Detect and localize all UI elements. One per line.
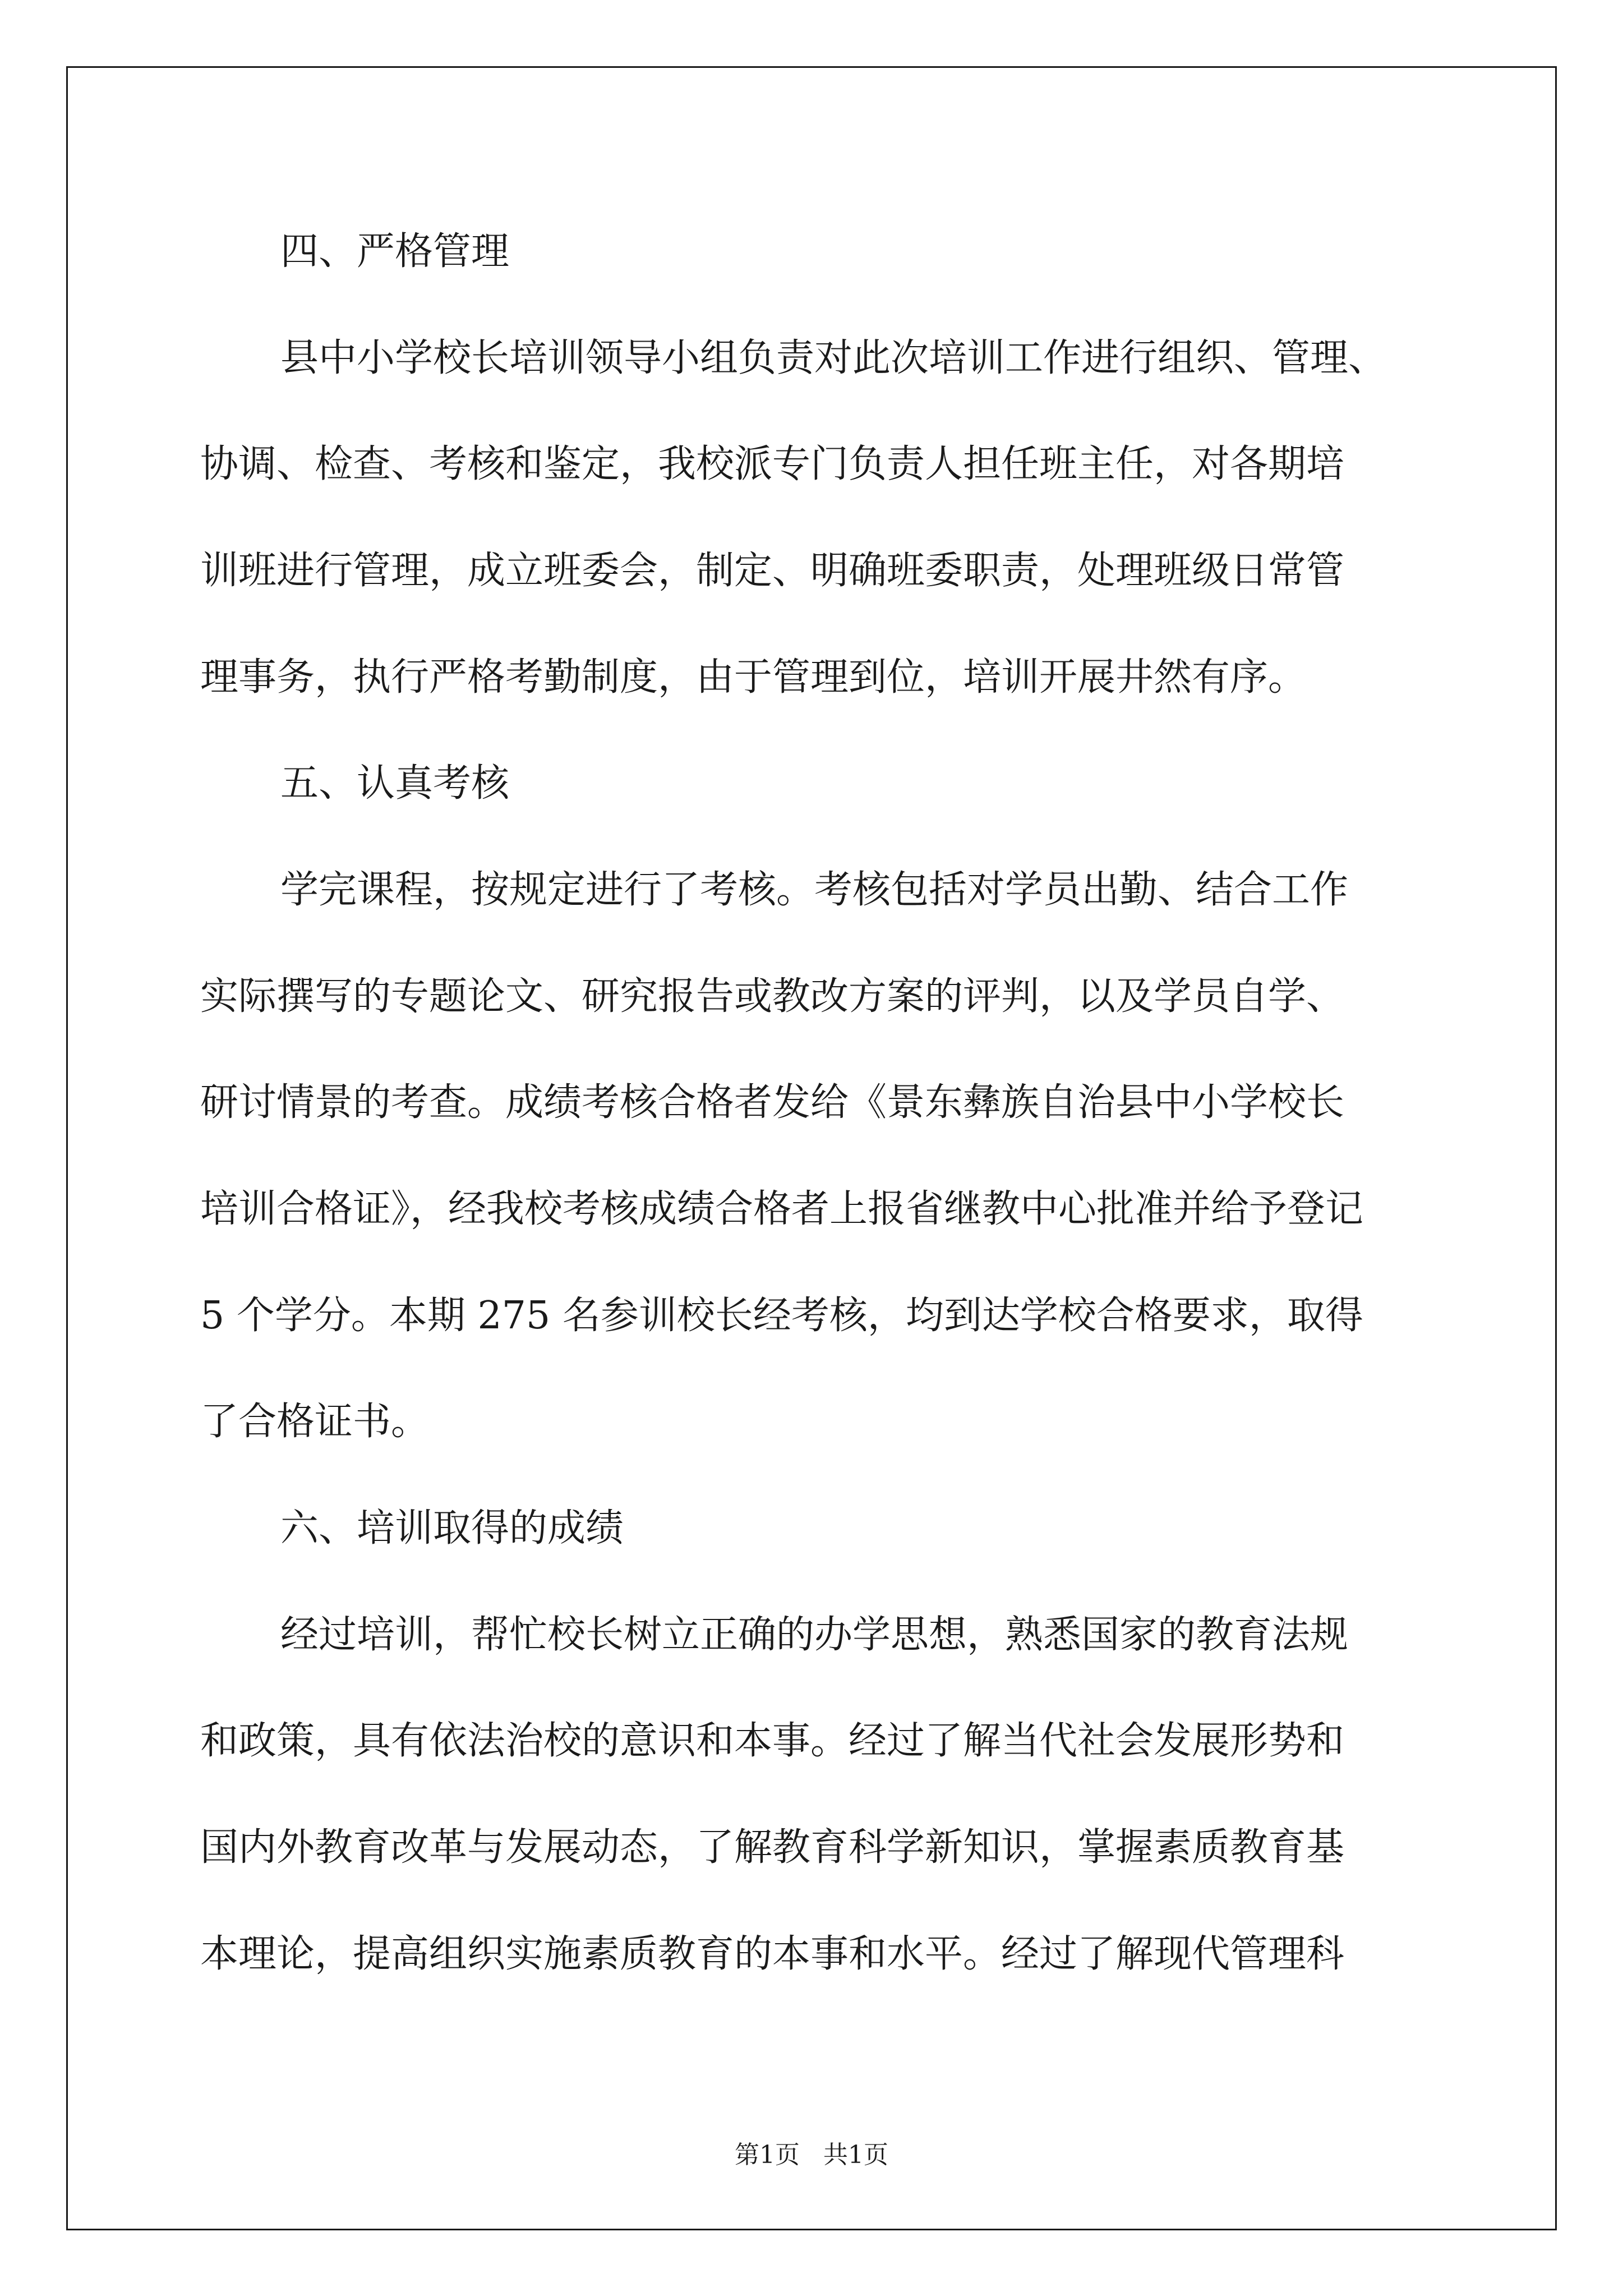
- section-heading: 五、认真考核: [280, 761, 510, 806]
- paragraph-line: 理事务，执行严格考勤制度，由于管理到位，培训开展井然有序。: [200, 655, 1307, 700]
- paragraph-line: 训班进行管理，成立班委会，制定、明确班委职责，处理班级日常管: [200, 549, 1345, 593]
- paragraph-line: 了合格证书。: [200, 1400, 430, 1444]
- paragraph-line: 本理论，提高组织实施素质教育的本事和水平。经过了解现代管理科: [200, 1932, 1345, 1976]
- paragraph-line: 协调、检查、考核和鉴定，我校派专门负责人担任班主任，对各期培: [200, 442, 1345, 486]
- section-heading: 四、严格管理: [280, 229, 510, 274]
- paragraph-line: 县中小学校长培训领导小组负责对此次培训工作进行组织、管理、: [280, 336, 1387, 380]
- paragraph-line: 经过培训，帮忙校长树立正确的办学思想，熟悉国家的教育法规: [280, 1613, 1349, 1657]
- section-heading: 六、培训取得的成绩: [280, 1506, 624, 1550]
- paragraph-line: 国内外教育改革与发展动态，了解教育科学新知识，掌握素质教育基: [200, 1825, 1345, 1870]
- paragraph-line: 培训合格证》，经我校考核成绩合格者上报省继教中心批准并给予登记: [200, 1187, 1364, 1231]
- paragraph-line: 学完课程，按规定进行了考核。考核包括对学员出勤、结合工作: [280, 868, 1349, 912]
- page-number-footer: 第1页 共1页: [735, 2141, 888, 2169]
- paragraph-line: 和政策，具有依法治校的意识和本事。经过了解当代社会发展形势和: [200, 1719, 1345, 1763]
- page-border: [66, 66, 1557, 2230]
- paragraph-line: 实际撰写的专题论文、研究报告或教改方案的评判，以及学员自学、: [200, 974, 1345, 1019]
- paragraph-line: 5 个学分。本期 275 名参训校长经考核，均到达学校合格要求，取得: [200, 1294, 1363, 1338]
- paragraph-line: 研讨情景的考查。成绩考核合格者发给《景东彝族自治县中小学校长: [200, 1080, 1345, 1125]
